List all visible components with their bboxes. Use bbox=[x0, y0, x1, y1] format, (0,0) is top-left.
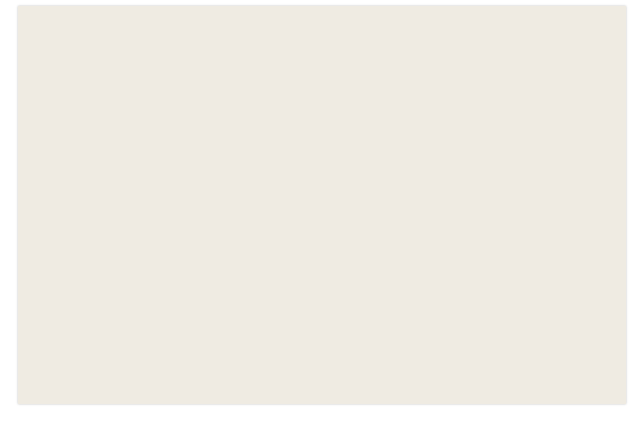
document-sheet bbox=[18, 6, 626, 404]
